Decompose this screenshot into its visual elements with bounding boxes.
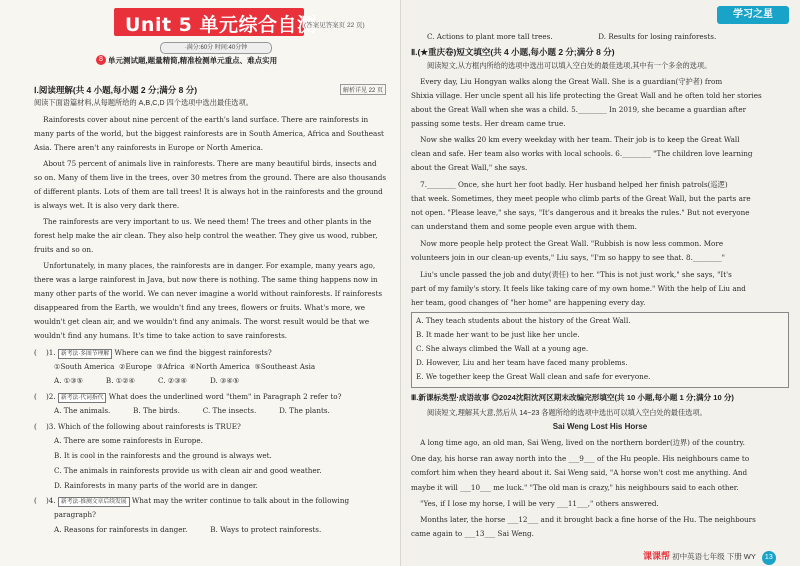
- question-4-choices-cd[interactable]: C. Actions to plant more tall trees. D. Results for losing rainforests.: [427, 32, 717, 41]
- passage-line: The rainforests are very important to us. We need them! The trees and other plants in the: [34, 217, 372, 226]
- passage2-line: part of my family's story. It feels like taking care of my own home." With the help of Liu and: [411, 284, 746, 293]
- question-tag: 新考法·推测文章后续发展: [58, 497, 130, 507]
- passage2-line: Liu's uncle passed the job and duty(责任) to her. "This is not just work," she says, "It's: [411, 270, 732, 279]
- passage-line: many parts of the world, but the biggest rainforests are in South America, Africa and Southeast: [34, 129, 384, 138]
- answer-reference: (答案见答案页 22 页): [304, 22, 365, 29]
- story-line: A long time ago, an old man, Sai Weng, lived on the northern border(边界) of the country.: [411, 438, 745, 447]
- question-tag: 新考法·多图节理解: [58, 349, 112, 359]
- slogan: 单元测试题,题量精简,精准检测单元重点、难点实用: [108, 56, 278, 65]
- story-title: Sai Weng Lost His Horse: [552, 422, 648, 431]
- question-4-choices[interactable]: A. Reasons for rainforests in danger. B. Ways to protect rainforests.: [54, 525, 322, 534]
- passage-line: forest help make the air clean. They also help control the weather. They give us wood, rubber,: [34, 231, 378, 240]
- question-3-choice[interactable]: B. It is cool in the rainforests and the ground is always wet.: [54, 451, 272, 460]
- brand-logo: 学习之星: [717, 6, 789, 24]
- passage2-line: Now she walks 20 km every weekday with her team. Their job is to keep the Great Wall: [411, 135, 740, 144]
- question-3-choice[interactable]: D. Rainforests in many parts of the world are in danger.: [54, 481, 258, 490]
- passage-line: many other parts of the world. We can never imagine a world without rainforests. If rainforests: [34, 289, 383, 298]
- option-e[interactable]: E. We together keep the Great Wall clean and safe for everyone.: [416, 372, 651, 381]
- passage2-line: volunteers join in our clean-up events," Liu says, "I'm so happy to see that. 8.________": [411, 253, 725, 262]
- question-3-choice[interactable]: A. There are some rainforests in Europe.: [54, 436, 203, 445]
- question-4-continued: paragraph?: [54, 510, 97, 519]
- section3-heading: Ⅲ.新课标类型·成语故事 ◎2024沈阳沈河区期末改编完形填空(共 10 小题,每小题 1 分;满分 10 分): [411, 393, 734, 402]
- passage2-line: Now more people help protect the Great Wall. "Rubbish is now less common. More: [411, 239, 724, 248]
- passage2-line: about the Great Wall when she was a child. 5.________ In 2019, she became a guardian after: [411, 105, 747, 114]
- question-1-choices[interactable]: A. ①③⑤ B. ①②④ C. ②③④ D. ③④⑤: [54, 376, 240, 385]
- unit-title: Unit 5 单元综合自测: [125, 14, 317, 36]
- passage-line: Asia. There aren't any rainforests in Europe or North America.: [34, 143, 264, 152]
- question-2: [34, 390, 341, 404]
- passage2-line: passing some tests. Her dream came true.: [411, 119, 566, 128]
- question-text: Which of the following about rainforests is TRUE?: [57, 422, 241, 431]
- question-2-choices[interactable]: A. The animals. B. The birds. C. The insects. D. The plants.: [54, 406, 330, 415]
- passage-line: About 75 percent of animals live in rainforests. There are many beautiful birds, insects and: [34, 159, 377, 168]
- score-time-pill: ·满分:60分 时间:40分钟: [160, 42, 272, 54]
- question-text: What may the writer continue to talk about in the following: [131, 496, 350, 505]
- section2-instruction: 阅读短文,从方框内所给的选项中选出可以填入空白处的最佳选项,其中有一个多余的选项。: [427, 61, 712, 70]
- section3-instruction: 阅读短文,理解其大意,然后从 14~23 各题所给的选项中选出可以填入空白处的最佳选项。: [427, 408, 707, 417]
- story-line: maybe it will ___10___ me luck." "The old man is crazy," his neighbours said to each other.: [411, 483, 739, 492]
- story-line: Months later, the horse ___12___ and it brought back a fine horse of the Hu. The neighbours: [411, 515, 756, 524]
- page-number: 13: [762, 551, 776, 565]
- passage-line: disappeared from the Earth, we wouldn't find any trees, flowers or fruits. What's more, we: [34, 303, 366, 312]
- story-line: comfort him when they heard about it. Sai Weng said, "A horse won't cost me anything. And: [411, 468, 748, 477]
- passage2-line: her team, good changes of "her home" are happening every day.: [411, 298, 646, 307]
- question-1-options: ①South America ②Europe ③Africa ④North America ⑤Southeast Asia: [54, 362, 316, 371]
- story-line: "Yes, if I lose my horse, I will be very ___11___," others answered.: [411, 499, 659, 508]
- passage2-line: Every day, Liu Hongyan walks along the Great Wall. She is a guardian(守护者) from: [411, 77, 723, 86]
- answer-slot[interactable]: ( )3.: [34, 422, 56, 431]
- passage-line: so on. Many of them live in the trees, over 30 metres from the ground. There are also thousands: [34, 173, 387, 182]
- page-footer: [643, 549, 776, 565]
- passage2-line: 7.________ Once, she hurt her foot badly. Her husband helped her finish patrols(巡逻): [411, 180, 728, 189]
- option-c[interactable]: C. She always climbed the Wall at a young age.: [416, 344, 589, 353]
- section1-heading: Ⅰ.阅读理解(共 4 小题,每小题 2 分;满分 8 分): [34, 85, 198, 95]
- question-tag: 新考法·代词指代: [58, 393, 107, 403]
- question-1: [34, 346, 272, 360]
- section2-heading: Ⅱ.(★重庆卷)短文填空(共 4 小题,每小题 2 分;满分 8 分): [411, 47, 615, 57]
- footer-brand: 课课帮: [643, 551, 671, 561]
- passage2-line: clean and safe. Her team also works with local schools. 6.________ "The children love learning: [411, 149, 753, 158]
- question-3-choice[interactable]: C. The animals in rainforests provide us with clean air and good weather.: [54, 466, 322, 475]
- question-text: Where can we find the biggest rainforests?: [114, 348, 272, 357]
- question-3: [34, 420, 241, 434]
- passage-line: Rainforests cover about nine percent of the earth's land surface. There are rainforests in: [34, 115, 369, 124]
- footer-text: 初中英语七年级 下册 WY: [672, 552, 756, 561]
- answer-slot[interactable]: ( )4.: [34, 496, 56, 505]
- passage2-line: that week. Sometimes, they meet people who climb parts of the Great Wall, but the parts are: [411, 194, 751, 203]
- question-text: What does the underlined word "them" in Paragraph 2 refer to?: [108, 392, 342, 401]
- section1-instruction: 阅读下面语篇材料,从每题所给的 A,B,C,D 四个选项中选出最佳选项。: [34, 98, 253, 107]
- passage-line: wouldn't get clean air, and we wouldn't find any animals. The worst result would be that we: [34, 317, 370, 326]
- passage-line: Unfortunately, in many places, the rainforests are in danger. For example, many years ago,: [34, 261, 376, 270]
- passage2-line: Shixia village. Her uncle spent all his life protecting the Great Wall and he often told her stories: [411, 91, 762, 100]
- passage-line: there was a large rainforest in Java, but now there is nothing. The same thing happens now in: [34, 275, 378, 284]
- jiexi-reference: 解析详见 22 页: [340, 84, 386, 95]
- question-4: [34, 494, 349, 508]
- slogan-icon: 8: [96, 55, 106, 65]
- answer-slot[interactable]: ( )2.: [34, 392, 56, 401]
- answer-slot[interactable]: ( )1.: [34, 348, 56, 357]
- option-d[interactable]: D. However, Liu and her team have faced many problems.: [416, 358, 628, 367]
- option-b[interactable]: B. It made her want to be just like her uncle.: [416, 330, 580, 339]
- story-line: One day, his horse ran away north into the ___9___ of the Hu people. His neighbours came to: [411, 454, 750, 463]
- passage-line: of different plants. Lots of them are tall trees! It is always hot in the rainforests and the ground: [34, 187, 383, 196]
- passage2-line: about the Great Wall," she says.: [411, 163, 528, 172]
- passage-line: fruits and so on.: [34, 245, 94, 254]
- option-a[interactable]: A. They teach students about the history of the Great Wall.: [416, 316, 631, 325]
- passage-line: is always wet. It is also very dark there.: [34, 201, 180, 210]
- story-line: came again to ___13___ Sai Weng.: [411, 529, 534, 538]
- passage2-line: not open. "Please leave," she says, "It's dangerous and it breaks the rules." But not everyone: [411, 208, 750, 217]
- passage-line: wouldn't find any humans. It's time to take action to save rainforests.: [34, 331, 288, 340]
- passage2-line: can understand them and some people even argue with them.: [411, 222, 637, 231]
